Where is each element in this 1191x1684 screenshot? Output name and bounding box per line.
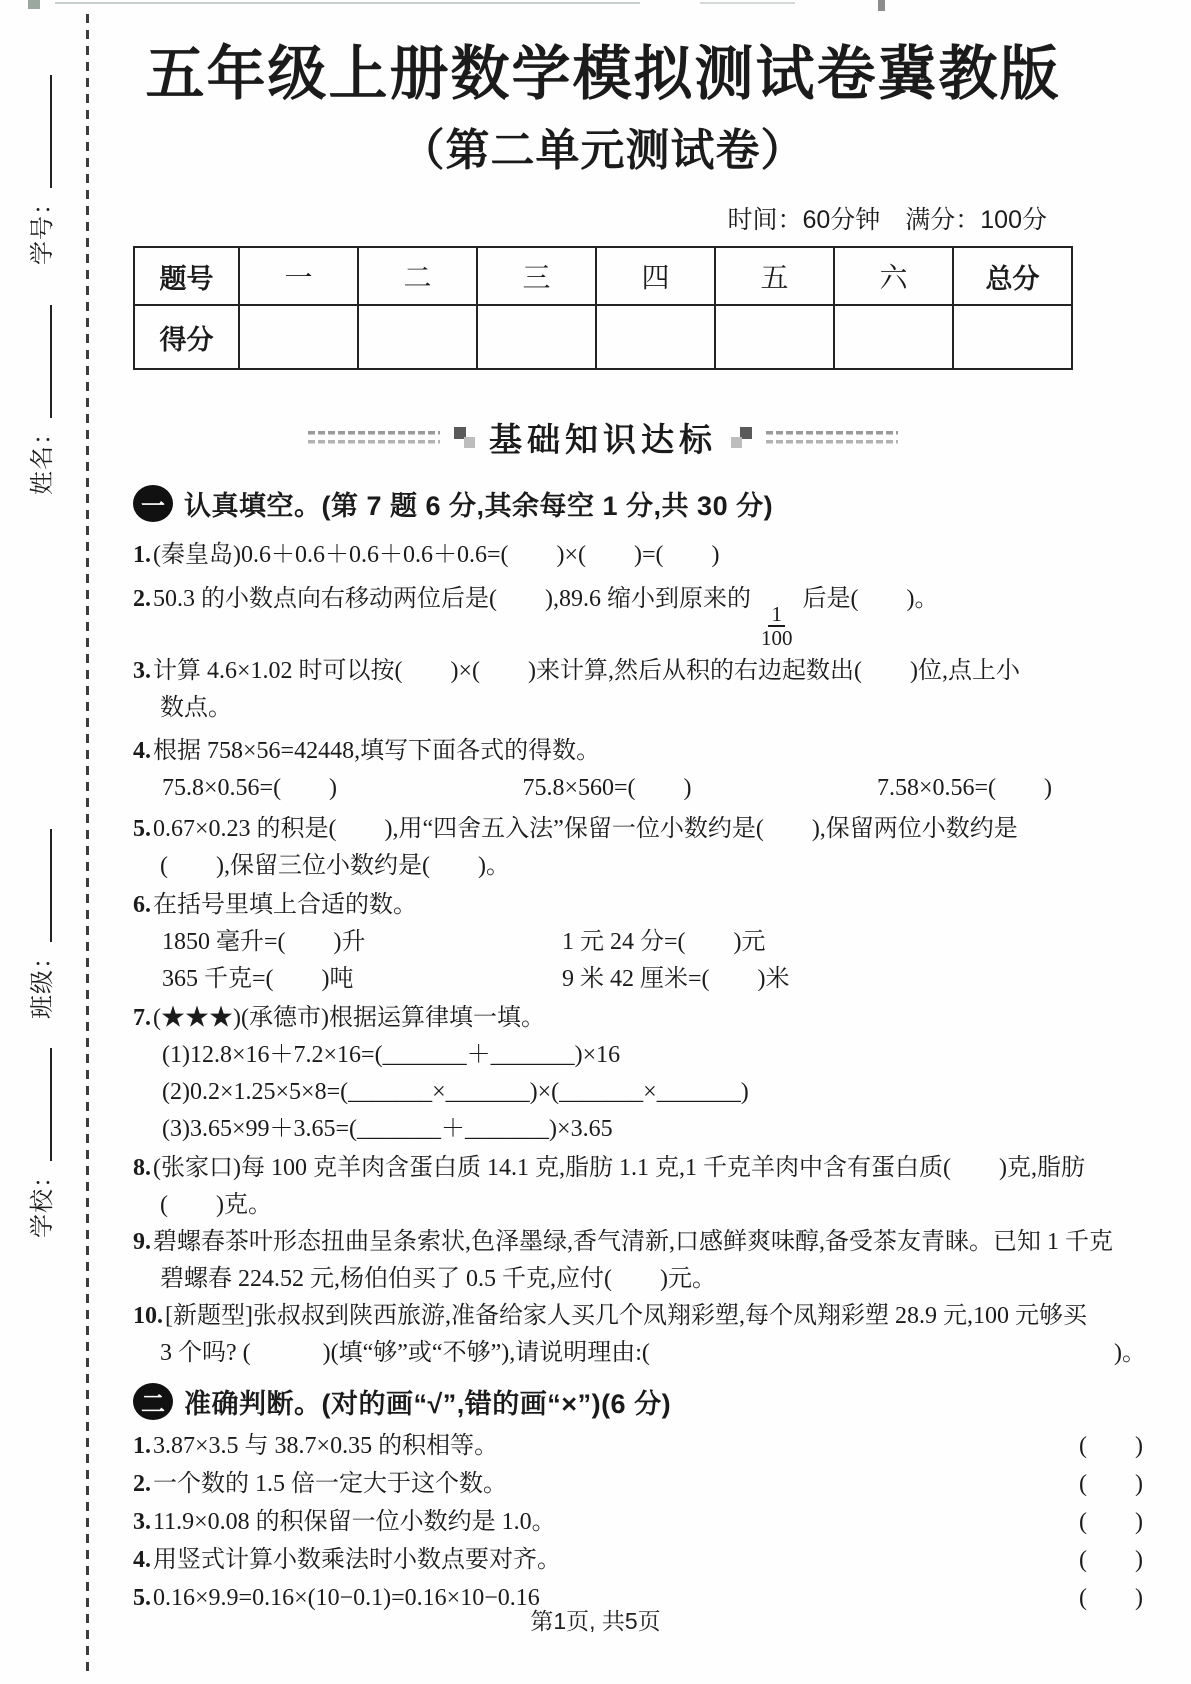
- question-text: [新题型]张叔叔到陕西旅游,准备给家人买几个凤翔彩塑,每个凤翔彩塑 28.9 元,100 元够买: [165, 1303, 1087, 1330]
- sub-question: (2)0.2×1.25×5×8=(_______×_______)×(_______×_______): [162, 1079, 749, 1106]
- question-line: [133, 1298, 1155, 1335]
- question-text: 后是( )。: [802, 586, 939, 612]
- section-one-marker-icon: 一: [133, 485, 173, 522]
- student-name-label: 姓名：: [30, 420, 56, 495]
- question-6: [133, 887, 1155, 998]
- school-field: [27, 1048, 57, 1238]
- answer-bracket: ( ): [1079, 1471, 1143, 1498]
- score-cell: [596, 305, 715, 369]
- answer-bracket: ( ): [1079, 1433, 1143, 1460]
- binding-dashed-line: [86, 14, 89, 1676]
- score-table-header-cell: 二: [358, 247, 477, 305]
- section1-heading: [133, 484, 1155, 523]
- score-cell: [715, 305, 834, 369]
- question-number: 3.: [133, 1509, 151, 1536]
- question-number: 8.: [133, 1155, 151, 1182]
- expression: 75.8×560=( ): [522, 775, 692, 802]
- judgment-item: [133, 1427, 1143, 1465]
- question-text: 在括号里填上合适的数。: [153, 892, 417, 919]
- score-table-header-cell: 题号: [134, 247, 239, 305]
- question-line: ( )克。: [160, 1192, 272, 1219]
- question-number: 9.: [133, 1229, 151, 1256]
- section1-title: 认真填空。(第 7 题 6 分,其余每空 1 分,共 30 分): [184, 491, 774, 521]
- student-name-blank-line: [49, 305, 52, 418]
- question-number: 7.: [133, 1005, 151, 1032]
- question-10: [133, 1298, 1155, 1372]
- question-1: [133, 537, 1155, 574]
- banner-title: 基础知识达标: [489, 420, 717, 458]
- fraction-numerator: 1: [768, 603, 785, 627]
- class-field: [27, 829, 57, 1019]
- expression: 1 元 24 分=( )元: [562, 929, 766, 956]
- section2-title: 准确判断。(对的画“√”,错的画“×”)(6 分): [184, 1389, 672, 1420]
- score-table-header-cell: 六: [834, 247, 953, 305]
- judgment-item: [133, 1465, 1143, 1503]
- answer-bracket: ( ): [1079, 1509, 1143, 1536]
- exam-meta: 时间：60分钟 满分：100分: [727, 206, 1047, 234]
- section-banner: [133, 414, 1073, 460]
- banner-hatch-right-icon: [766, 431, 898, 444]
- question-number: 4.: [133, 1547, 151, 1574]
- expression: 365 千克=( )吨: [162, 966, 354, 993]
- page-footer: 第1页, 共5页: [530, 1608, 661, 1634]
- fraction: [758, 603, 796, 649]
- score-cell: [834, 305, 953, 369]
- score-table-header-cell: 一: [239, 247, 358, 305]
- score-cell: [239, 305, 358, 369]
- banner-hatch-left-icon: [308, 431, 440, 444]
- page-subtitle: （第二单元测试卷）: [400, 126, 806, 175]
- fraction-denominator: 100: [760, 626, 793, 651]
- question-number: 4.: [133, 738, 151, 765]
- question-number: 1.: [133, 542, 151, 568]
- score-table-header-cell: 总分: [953, 247, 1072, 305]
- question-line: 碧螺春 224.52 元,杨伯伯买了 0.5 千克,应付( )元。: [160, 1266, 716, 1293]
- school-label: 学校：: [30, 1163, 56, 1238]
- score-table: [133, 246, 1073, 370]
- question-number: 3.: [133, 658, 151, 685]
- class-label: 班级：: [30, 944, 56, 1019]
- section-two-marker-icon: 二: [133, 1383, 173, 1420]
- sub-question: (3)3.65×99＋3.65=(_______＋_______)×3.65: [162, 1116, 613, 1143]
- student-name-field: [27, 305, 57, 495]
- exam-content: [133, 0, 1155, 1617]
- question-line: [133, 1150, 1155, 1187]
- class-blank-line: [49, 829, 52, 942]
- banner-ornament-left-icon: [454, 427, 475, 448]
- question-3: [133, 653, 1155, 727]
- judgment-text: [133, 1541, 561, 1579]
- question-text: 50.3 的小数点向右移动两位后是( ),89.6 缩小到原来的: [153, 586, 751, 612]
- question-number: 2.: [133, 586, 151, 612]
- question-line: 数点。: [160, 695, 232, 722]
- question-9: [133, 1224, 1155, 1298]
- question-2: [133, 574, 1155, 649]
- sub-question: (1)12.8×16＋7.2×16=(_______＋_______)×16: [162, 1042, 621, 1069]
- score-row-label: 得分: [134, 305, 239, 369]
- expression: 75.8×0.56=( ): [162, 775, 338, 802]
- question-number: 2.: [133, 1471, 151, 1498]
- question-text: )。: [1114, 1340, 1146, 1367]
- question-line: [133, 1224, 1155, 1261]
- judgment-text: [133, 1503, 556, 1541]
- judgment-text: [133, 1427, 498, 1465]
- score-cell: [477, 305, 596, 369]
- score-cell: [953, 305, 1072, 369]
- expression: 7.58×0.56=( ): [876, 775, 1052, 802]
- question-text: 0.16×9.9=0.16×(10−0.1)=0.16×10−0.16: [153, 1585, 540, 1612]
- conversion-grid: [133, 924, 1062, 998]
- question-number: 1.: [133, 1433, 151, 1460]
- question-text: 根据 758×56=42448,填写下面各式的得数。: [153, 738, 601, 765]
- expression: 9 米 42 厘米=( )米: [562, 966, 790, 993]
- question-number: 6.: [133, 892, 151, 919]
- question-5: [133, 811, 1155, 885]
- page-title: 五年级上册数学模拟测试卷冀教版: [145, 41, 1061, 107]
- question-text: 碧螺春茶叶形态扭曲呈条索状,色泽墨绿,香气清新,口感鲜爽味醇,备受茶友青睐。已知 1 千克: [153, 1229, 1113, 1256]
- question-text: 用竖式计算小数乘法时小数点要对齐。: [153, 1547, 561, 1574]
- question-text: 11.9×0.08 的积保留一位小数约是 1.0。: [153, 1509, 556, 1536]
- question-number: 5.: [133, 816, 151, 843]
- question-line: [133, 887, 1155, 924]
- score-table-header-cell: 三: [477, 247, 596, 305]
- judgment-item: [133, 1503, 1143, 1541]
- question-text: 一个数的 1.5 倍一定大于这个数。: [153, 1471, 507, 1498]
- student-id-label: 学号：: [30, 190, 56, 265]
- question-4: [133, 733, 1155, 807]
- question-line: [133, 733, 1155, 770]
- question-line: [133, 1335, 1146, 1372]
- question-text: 计算 4.6×1.02 时可以按( )×( )来计算,然后从积的右边起数出( )位,点上小: [153, 658, 1021, 685]
- scan-artifact: [28, 0, 40, 9]
- question-expressions-row: [133, 770, 1052, 807]
- question-text: (秦皇岛)0.6＋0.6＋0.6＋0.6＋0.6=( )×( )=( ): [153, 542, 720, 568]
- student-id-blank-line: [49, 75, 52, 188]
- judgment-text: [133, 1465, 507, 1503]
- question-text: 0.67×0.23 的积是( ),用“四舍五入法”保留一位小数约是( ),保留两位小数约是: [153, 816, 1018, 843]
- question-text: 3 个吗? ( )(填“够”或“不够”),请说明理由:(: [160, 1340, 650, 1367]
- answer-bracket: ( ): [1079, 1585, 1143, 1612]
- question-line: ( ),保留三位小数约是( )。: [160, 853, 510, 880]
- question-line: [133, 811, 1155, 848]
- expression: 1850 毫升=( )升: [162, 929, 366, 956]
- question-line: [133, 653, 1155, 690]
- question-line: [133, 1000, 1155, 1037]
- student-id-field: [27, 75, 57, 265]
- banner-ornament-right-icon: [731, 427, 752, 448]
- section2-heading: [133, 1382, 1155, 1421]
- score-cell: [358, 305, 477, 369]
- question-text: (张家口)每 100 克羊肉含蛋白质 14.1 克,脂肪 1.1 克,1 千克羊肉中含有蛋白质( )克,脂肪: [153, 1155, 1085, 1182]
- score-table-header-cell: 五: [715, 247, 834, 305]
- score-table-header-cell: 四: [596, 247, 715, 305]
- question-number: 10.: [133, 1303, 163, 1330]
- answer-bracket: ( ): [1079, 1547, 1143, 1574]
- question-text: (★★★)(承德市)根据运算律填一填。: [153, 1005, 545, 1032]
- school-blank-line: [49, 1048, 52, 1161]
- question-7: [133, 1000, 1155, 1148]
- question-text: 3.87×3.5 与 38.7×0.35 的积相等。: [153, 1433, 499, 1460]
- question-number: 5.: [133, 1585, 151, 1612]
- exam-header-block: [133, 40, 1073, 460]
- question-8: [133, 1150, 1155, 1224]
- judgment-item: [133, 1541, 1143, 1579]
